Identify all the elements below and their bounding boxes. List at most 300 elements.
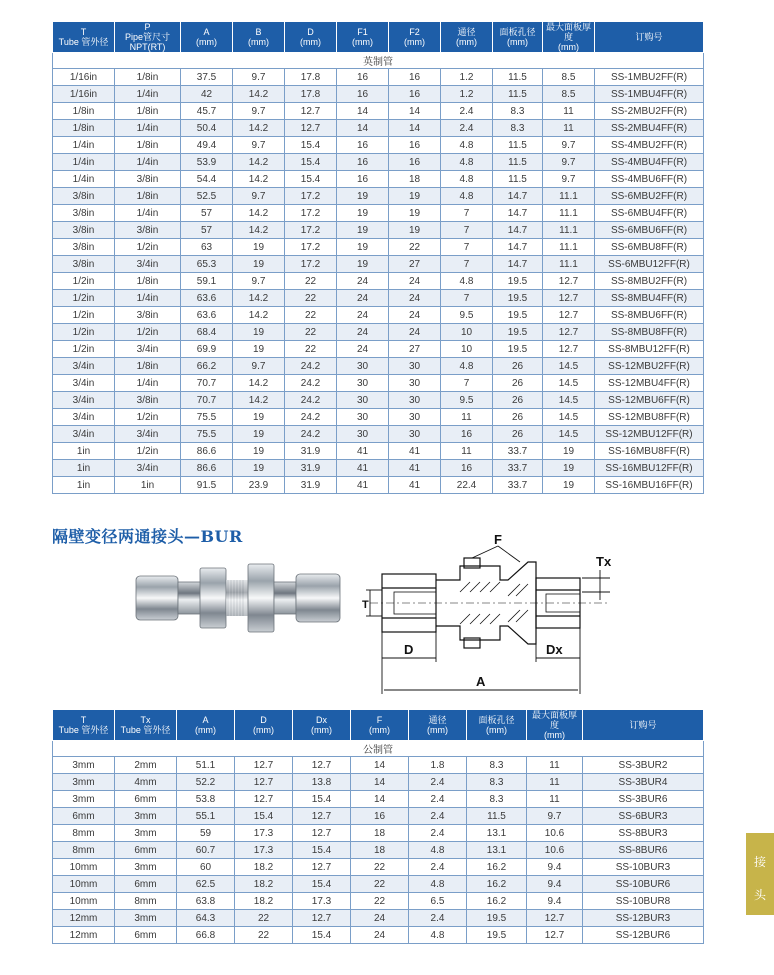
table-cell: 14.2 bbox=[233, 290, 285, 307]
table-cell: 41 bbox=[337, 460, 389, 477]
table-cell: 11 bbox=[543, 103, 595, 120]
table-cell: 8mm bbox=[115, 893, 177, 910]
table-cell: 1/8in bbox=[115, 69, 181, 86]
table-cell: 14.7 bbox=[493, 205, 543, 222]
table-header-row bbox=[53, 710, 704, 741]
column-header-line1: F2 bbox=[409, 27, 420, 37]
table-cell: 12.7 bbox=[285, 103, 337, 120]
table-cell: 12.7 bbox=[293, 757, 351, 774]
table-cell: 2.4 bbox=[409, 791, 467, 808]
column-header-line1: A bbox=[203, 27, 210, 37]
table-cell: 14.5 bbox=[543, 358, 595, 375]
table-cell: 22 bbox=[235, 910, 293, 927]
table-cell: 1/2in bbox=[115, 239, 181, 256]
table-row bbox=[53, 392, 704, 409]
table-cell: 31.9 bbox=[285, 460, 337, 477]
table-row bbox=[53, 791, 704, 808]
order-number-cell: SS-6BUR3 bbox=[583, 808, 704, 825]
order-number-cell: SS-4MBU6FF(R) bbox=[595, 171, 704, 188]
table-cell: 22 bbox=[285, 341, 337, 358]
table-cell: 17.3 bbox=[235, 842, 293, 859]
table-cell: 8.5 bbox=[543, 86, 595, 103]
table-cell: 12.7 bbox=[235, 774, 293, 791]
table-cell: 75.5 bbox=[181, 426, 233, 443]
table-cell: 50.4 bbox=[181, 120, 233, 137]
table-cell: 26 bbox=[493, 426, 543, 443]
column-header bbox=[441, 22, 493, 53]
table-cell: 1/2in bbox=[53, 307, 115, 324]
table-cell: 19 bbox=[233, 341, 285, 358]
table-row bbox=[53, 375, 704, 392]
table-cell: 14.2 bbox=[233, 392, 285, 409]
table-cell: 17.8 bbox=[285, 69, 337, 86]
table-cell: 1/2in bbox=[115, 324, 181, 341]
table-cell: 3/4in bbox=[53, 375, 115, 392]
table-cell: 16 bbox=[389, 86, 441, 103]
column-header-line1: 订购号 bbox=[635, 32, 663, 42]
table-cell: 68.4 bbox=[181, 324, 233, 341]
table-cell: 11.5 bbox=[467, 808, 527, 825]
table-cell: 22 bbox=[351, 893, 409, 910]
table-cell: 3/8in bbox=[53, 188, 115, 205]
table-cell: 14.5 bbox=[543, 426, 595, 443]
column-header bbox=[595, 22, 704, 53]
column-header bbox=[53, 22, 115, 53]
column-header bbox=[583, 710, 704, 741]
table-cell: 3mm bbox=[115, 825, 177, 842]
table-row bbox=[53, 290, 704, 307]
table-cell: 4.8 bbox=[441, 358, 493, 375]
table-cell: 1/2in bbox=[53, 341, 115, 358]
table-cell: 22 bbox=[389, 239, 441, 256]
table-cell: 3mm bbox=[53, 757, 115, 774]
table-cell: 2.4 bbox=[409, 774, 467, 791]
column-header bbox=[337, 22, 389, 53]
table-cell: 12.7 bbox=[527, 927, 583, 944]
table-row bbox=[53, 409, 704, 426]
table-cell: 12.7 bbox=[293, 825, 351, 842]
column-header bbox=[53, 710, 115, 741]
table-cell: 18 bbox=[351, 842, 409, 859]
table-cell: 1in bbox=[53, 443, 115, 460]
table-cell: 19.5 bbox=[493, 273, 543, 290]
table-cell: 11.1 bbox=[543, 239, 595, 256]
column-header-line1: B bbox=[255, 27, 262, 37]
table-cell: 57 bbox=[181, 222, 233, 239]
table-cell: 14 bbox=[337, 103, 389, 120]
table-cell: 9.7 bbox=[233, 188, 285, 205]
table-cell: 11 bbox=[527, 757, 583, 774]
table-cell: 11 bbox=[441, 443, 493, 460]
table-cell: 86.6 bbox=[181, 460, 233, 477]
table-cell: 12mm bbox=[53, 910, 115, 927]
order-number-cell: SS-8MBU8FF(R) bbox=[595, 324, 704, 341]
table-cell: 4.8 bbox=[441, 154, 493, 171]
order-number-cell: SS-2MBU2FF(R) bbox=[595, 103, 704, 120]
table-cell: 10.6 bbox=[527, 842, 583, 859]
table-row bbox=[53, 876, 704, 893]
column-header bbox=[493, 22, 543, 53]
table-cell: 24 bbox=[389, 290, 441, 307]
table-cell: 1/4in bbox=[115, 290, 181, 307]
table-cell: 3/4in bbox=[115, 341, 181, 358]
table-cell: 1/2in bbox=[53, 324, 115, 341]
table-cell: 2.4 bbox=[409, 808, 467, 825]
table-cell: 60 bbox=[177, 859, 235, 876]
table-row bbox=[53, 426, 704, 443]
table-cell: 33.7 bbox=[493, 477, 543, 494]
table-cell: 16.2 bbox=[467, 859, 527, 876]
table-cell: 19 bbox=[337, 239, 389, 256]
table-cell: 18.2 bbox=[235, 893, 293, 910]
table-cell: 1/4in bbox=[115, 120, 181, 137]
dimension-drawing bbox=[360, 532, 690, 700]
table-cell: 11.1 bbox=[543, 188, 595, 205]
table-cell: 66.8 bbox=[177, 927, 235, 944]
table-cell: 12.7 bbox=[543, 341, 595, 358]
column-header bbox=[233, 22, 285, 53]
label-f: F bbox=[494, 532, 502, 547]
column-header bbox=[177, 710, 235, 741]
table-cell: 3/8in bbox=[53, 222, 115, 239]
column-header-line1: 通径 bbox=[428, 715, 447, 725]
table-cell: 15.4 bbox=[285, 154, 337, 171]
table-cell: 3mm bbox=[53, 791, 115, 808]
chapter-tab-line2: 头 bbox=[753, 888, 766, 902]
table-cell: 15.4 bbox=[293, 842, 351, 859]
order-number-cell: SS-16MBU16FF(R) bbox=[595, 477, 704, 494]
table-row bbox=[53, 927, 704, 944]
table-cell: 41 bbox=[389, 443, 441, 460]
table-cell: 11.5 bbox=[493, 86, 543, 103]
table-cell: 70.7 bbox=[181, 392, 233, 409]
table-cell: 7 bbox=[441, 205, 493, 222]
column-header-line2: (mm) bbox=[507, 37, 528, 47]
column-header bbox=[543, 22, 595, 53]
table-cell: 22 bbox=[285, 307, 337, 324]
order-number-cell: SS-12MBU8FF(R) bbox=[595, 409, 704, 426]
table-cell: 11 bbox=[441, 409, 493, 426]
table-cell: 3/4in bbox=[53, 409, 115, 426]
table-cell: 91.5 bbox=[181, 477, 233, 494]
table-cell: 15.4 bbox=[293, 876, 351, 893]
table-cell: 30 bbox=[389, 358, 441, 375]
table-cell: 19.5 bbox=[493, 307, 543, 324]
table-cell: 13.1 bbox=[467, 842, 527, 859]
section-row bbox=[53, 741, 704, 757]
table-cell: 8mm bbox=[53, 842, 115, 859]
table-cell: 19 bbox=[337, 222, 389, 239]
table-cell: 27 bbox=[389, 256, 441, 273]
table-cell: 17.3 bbox=[293, 893, 351, 910]
label-d: D bbox=[404, 642, 414, 657]
table-row bbox=[53, 774, 704, 791]
table-cell: 9.7 bbox=[233, 103, 285, 120]
table-cell: 63.6 bbox=[181, 307, 233, 324]
table-row bbox=[53, 910, 704, 927]
table-cell: 8.3 bbox=[493, 120, 543, 137]
table-cell: 3/4in bbox=[53, 392, 115, 409]
table-cell: 9.5 bbox=[441, 307, 493, 324]
table-cell: 8mm bbox=[53, 825, 115, 842]
table-cell: 2.4 bbox=[441, 103, 493, 120]
table-cell: 37.5 bbox=[181, 69, 233, 86]
table-cell: 7 bbox=[441, 239, 493, 256]
table-row bbox=[53, 256, 704, 273]
table-cell: 12.7 bbox=[543, 273, 595, 290]
table-cell: 6mm bbox=[115, 927, 177, 944]
table-cell: 14.2 bbox=[233, 222, 285, 239]
table-cell: 2.4 bbox=[441, 120, 493, 137]
table-cell: 19 bbox=[543, 443, 595, 460]
table-cell: 26 bbox=[493, 375, 543, 392]
order-number-cell: SS-8BUR3 bbox=[583, 825, 704, 842]
order-number-cell: SS-6MBU6FF(R) bbox=[595, 222, 704, 239]
table-cell: 6mm bbox=[115, 842, 177, 859]
section-label: 英制管 bbox=[53, 53, 704, 69]
table-cell: 51.1 bbox=[177, 757, 235, 774]
column-header-line2: Tube 管外径 bbox=[120, 725, 171, 735]
table-cell: 63 bbox=[181, 239, 233, 256]
table-cell: 14.5 bbox=[543, 375, 595, 392]
table-cell: 11 bbox=[527, 791, 583, 808]
table-cell: 19 bbox=[233, 443, 285, 460]
column-header-line2: (mm) bbox=[427, 725, 448, 735]
table-cell: 19.5 bbox=[493, 341, 543, 358]
label-t: T bbox=[362, 599, 369, 611]
column-header-line2: (mm) bbox=[253, 725, 274, 735]
imperial-spec-table bbox=[52, 21, 704, 494]
column-header-line1: 最大面板厚度 bbox=[545, 22, 591, 42]
table-row bbox=[53, 171, 704, 188]
table-cell: 19.5 bbox=[467, 910, 527, 927]
table-cell: 14.2 bbox=[233, 120, 285, 137]
table-row bbox=[53, 341, 704, 358]
table-row bbox=[53, 154, 704, 171]
table-cell: 14.2 bbox=[233, 86, 285, 103]
table-cell: 3/8in bbox=[53, 256, 115, 273]
column-header-line1: Tx bbox=[140, 715, 151, 725]
table-cell: 1in bbox=[53, 460, 115, 477]
table-cell: 63.8 bbox=[177, 893, 235, 910]
table-cell: 11.5 bbox=[493, 137, 543, 154]
column-header-line1: F1 bbox=[357, 27, 368, 37]
table-cell: 19 bbox=[233, 256, 285, 273]
table-cell: 64.3 bbox=[177, 910, 235, 927]
table-cell: 59 bbox=[177, 825, 235, 842]
table-cell: 41 bbox=[389, 477, 441, 494]
table-cell: 11.1 bbox=[543, 205, 595, 222]
order-number-cell: SS-8MBU12FF(R) bbox=[595, 341, 704, 358]
table-row bbox=[53, 188, 704, 205]
column-header-line1: F bbox=[376, 715, 383, 725]
table-cell: 3/4in bbox=[53, 358, 115, 375]
table-cell: 52.2 bbox=[177, 774, 235, 791]
table-cell: 14 bbox=[351, 757, 409, 774]
table-cell: 6.5 bbox=[409, 893, 467, 910]
table-cell: 12.7 bbox=[293, 808, 351, 825]
table-cell: 75.5 bbox=[181, 409, 233, 426]
table-cell: 16.2 bbox=[467, 893, 527, 910]
table-cell: 1.2 bbox=[441, 69, 493, 86]
table-cell: 23.9 bbox=[233, 477, 285, 494]
table-cell: 30 bbox=[337, 375, 389, 392]
table-row bbox=[53, 273, 704, 290]
chapter-tab-line1: 接 bbox=[753, 855, 766, 869]
table-cell: 1.8 bbox=[409, 757, 467, 774]
table-cell: 9.4 bbox=[527, 859, 583, 876]
chapter-tab bbox=[746, 833, 774, 915]
table-cell: 1/8in bbox=[53, 120, 115, 137]
table-cell: 19 bbox=[337, 188, 389, 205]
table-row bbox=[53, 103, 704, 120]
column-header bbox=[235, 710, 293, 741]
table-cell: 1/8in bbox=[115, 103, 181, 120]
table-cell: 1/16in bbox=[53, 69, 115, 86]
column-header-line1: D bbox=[260, 715, 267, 725]
table-cell: 45.7 bbox=[181, 103, 233, 120]
table-cell: 59.1 bbox=[181, 273, 233, 290]
order-number-cell: SS-6MBU2FF(R) bbox=[595, 188, 704, 205]
table-cell: 30 bbox=[337, 409, 389, 426]
order-number-cell: SS-16MBU8FF(R) bbox=[595, 443, 704, 460]
column-header-line1: Dx bbox=[316, 715, 327, 725]
order-number-cell: SS-16MBU12FF(R) bbox=[595, 460, 704, 477]
table-cell: 19 bbox=[543, 477, 595, 494]
table-cell: 30 bbox=[389, 426, 441, 443]
table-cell: 31.9 bbox=[285, 443, 337, 460]
table-cell: 14 bbox=[351, 791, 409, 808]
product-photo bbox=[134, 556, 344, 642]
column-header-line2: (mm) bbox=[456, 37, 477, 47]
table-cell: 9.4 bbox=[527, 893, 583, 910]
table-cell: 16 bbox=[337, 69, 389, 86]
order-number-cell: SS-4MBU2FF(R) bbox=[595, 137, 704, 154]
table-cell: 10 bbox=[441, 341, 493, 358]
column-header-line2: Tube 管外径 bbox=[58, 725, 109, 735]
table-cell: 14.7 bbox=[493, 188, 543, 205]
column-header-line2: (mm) bbox=[196, 37, 217, 47]
order-number-cell: SS-3BUR2 bbox=[583, 757, 704, 774]
table-cell: 16 bbox=[389, 137, 441, 154]
table-cell: 14 bbox=[351, 774, 409, 791]
section-label: 公制管 bbox=[53, 741, 704, 757]
table-cell: 30 bbox=[337, 392, 389, 409]
table-row bbox=[53, 358, 704, 375]
table-cell: 22 bbox=[351, 859, 409, 876]
column-header-line2: (mm) bbox=[404, 37, 425, 47]
table-cell: 13.1 bbox=[467, 825, 527, 842]
table-cell: 30 bbox=[337, 426, 389, 443]
table-cell: 55.1 bbox=[177, 808, 235, 825]
table-cell: 1/8in bbox=[115, 137, 181, 154]
table-cell: 24 bbox=[337, 290, 389, 307]
table-cell: 62.5 bbox=[177, 876, 235, 893]
table-cell: 22 bbox=[351, 876, 409, 893]
table-cell: 3/8in bbox=[115, 307, 181, 324]
section-title: 隔壁变径两通接头—BUR bbox=[52, 527, 243, 546]
table-cell: 17.3 bbox=[235, 825, 293, 842]
column-header-line1: 面板孔径 bbox=[499, 27, 536, 37]
table-cell: 12.7 bbox=[293, 910, 351, 927]
table-cell: 14.7 bbox=[493, 256, 543, 273]
table-cell: 9.5 bbox=[441, 392, 493, 409]
table-cell: 1/4in bbox=[53, 154, 115, 171]
column-header-line2: Pipe管尺寸 NPT(RT) bbox=[124, 32, 170, 52]
table-cell: 26 bbox=[493, 392, 543, 409]
table-cell: 9.7 bbox=[233, 273, 285, 290]
table-cell: 1/4in bbox=[53, 171, 115, 188]
table-row bbox=[53, 859, 704, 876]
table-header-row bbox=[53, 22, 704, 53]
column-header-line2: (mm) bbox=[248, 37, 269, 47]
table-cell: 6mm bbox=[115, 876, 177, 893]
column-header bbox=[389, 22, 441, 53]
table-cell: 12.7 bbox=[235, 791, 293, 808]
table-cell: 41 bbox=[337, 477, 389, 494]
table-row bbox=[53, 443, 704, 460]
table-cell: 2.4 bbox=[409, 910, 467, 927]
table-cell: 2mm bbox=[115, 757, 177, 774]
column-header bbox=[115, 710, 177, 741]
table-cell: 9.7 bbox=[233, 358, 285, 375]
table-cell: 3/8in bbox=[115, 222, 181, 239]
order-number-cell: SS-8MBU6FF(R) bbox=[595, 307, 704, 324]
table-cell: 8.3 bbox=[467, 757, 527, 774]
column-header-line1: P bbox=[144, 22, 151, 32]
table-cell: 12.7 bbox=[235, 757, 293, 774]
table-cell: 24 bbox=[337, 324, 389, 341]
table-cell: 30 bbox=[389, 375, 441, 392]
table-cell: 19.5 bbox=[493, 324, 543, 341]
table-cell: 26 bbox=[493, 409, 543, 426]
table-cell: 11.5 bbox=[493, 154, 543, 171]
table-row bbox=[53, 893, 704, 910]
order-number-cell: SS-12MBU6FF(R) bbox=[595, 392, 704, 409]
table-cell: 19 bbox=[233, 460, 285, 477]
table-cell: 16 bbox=[389, 69, 441, 86]
table-cell: 41 bbox=[337, 443, 389, 460]
table-cell: 19 bbox=[337, 205, 389, 222]
table-cell: 4.8 bbox=[441, 188, 493, 205]
table-cell: 10mm bbox=[53, 859, 115, 876]
table-cell: 9.7 bbox=[543, 137, 595, 154]
table-cell: 11.1 bbox=[543, 256, 595, 273]
table-cell: 14.2 bbox=[233, 307, 285, 324]
table-cell: 16 bbox=[389, 154, 441, 171]
label-tx: Tx bbox=[596, 554, 612, 569]
metric-spec-table bbox=[52, 709, 704, 944]
table-cell: 6mm bbox=[53, 808, 115, 825]
table-cell: 7 bbox=[441, 375, 493, 392]
table-cell: 7 bbox=[441, 290, 493, 307]
table-cell: 14.2 bbox=[233, 171, 285, 188]
order-number-cell: SS-3BUR6 bbox=[583, 791, 704, 808]
table-cell: 26 bbox=[493, 358, 543, 375]
table-cell: 14.2 bbox=[233, 205, 285, 222]
table-cell: 1/4in bbox=[115, 375, 181, 392]
table-cell: 19 bbox=[233, 426, 285, 443]
order-number-cell: SS-10BUR6 bbox=[583, 876, 704, 893]
column-header-line2: (mm) bbox=[558, 42, 579, 52]
column-header bbox=[527, 710, 583, 741]
table-cell: 9.4 bbox=[527, 876, 583, 893]
table-cell: 4mm bbox=[115, 774, 177, 791]
table-row bbox=[53, 307, 704, 324]
table-cell: 11 bbox=[543, 120, 595, 137]
order-number-cell: SS-1MBU2FF(R) bbox=[595, 69, 704, 86]
table-cell: 19 bbox=[233, 324, 285, 341]
